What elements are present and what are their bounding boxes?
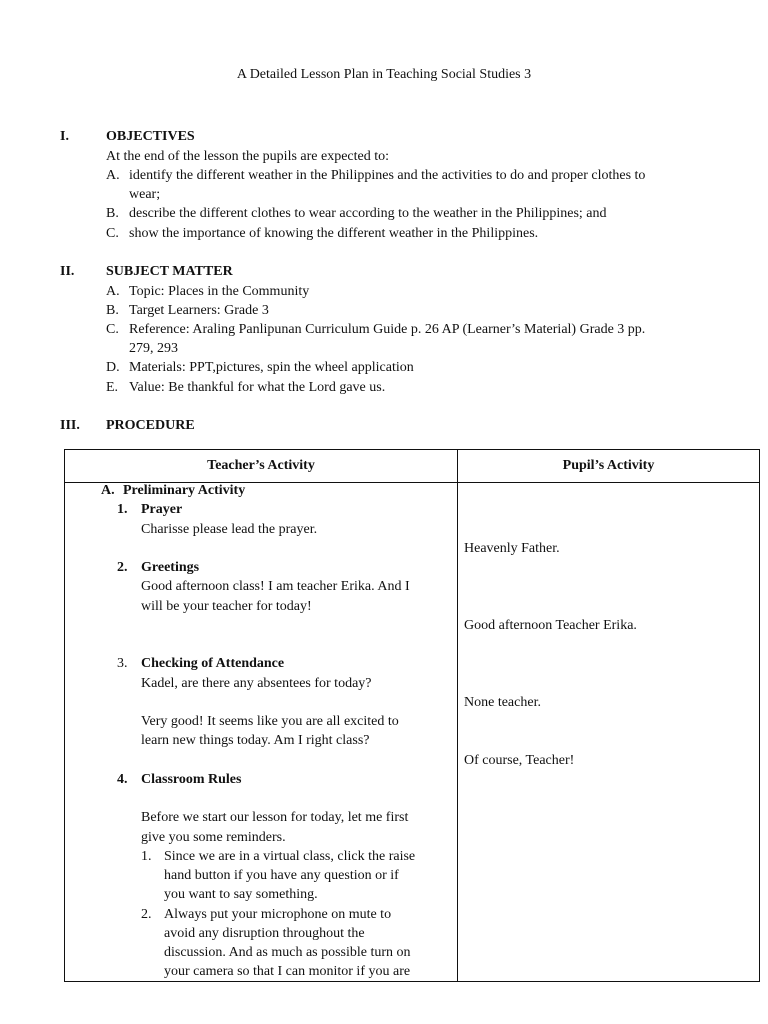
step-title-greetings: Greetings <box>141 560 200 575</box>
step-number-greetings: 2. <box>117 560 128 575</box>
objective-a-line2: wear; <box>129 187 161 202</box>
rule1-line2: hand button if you have any question or if <box>164 868 399 883</box>
rule-number-1: 1. <box>141 849 152 864</box>
preliminary-activity-heading: Preliminary Activity <box>123 483 246 498</box>
rule1-line3: you want to say something. <box>164 887 318 902</box>
pupil-excited-response: Of course, Teacher! <box>464 753 575 768</box>
step-title-attendance: Checking of Attendance <box>141 656 285 671</box>
objective-c: show the importance of knowing the different weather in the Philippines. <box>129 226 539 241</box>
subject-letter-e: E. <box>106 380 119 395</box>
teacher-attendance-line1: Kadel, are there any absentees for today? <box>141 676 372 691</box>
teacher-prayer-line: Charisse please lead the prayer. <box>141 522 318 537</box>
rules-intro-line2: give you some reminders. <box>141 830 286 845</box>
section-heading-procedure: PROCEDURE <box>106 418 195 433</box>
subject-letter-c: C. <box>106 322 119 337</box>
objective-b: describe the different clothes to wear according to the weather in the Philippines; and <box>129 206 607 221</box>
subject-topic: Topic: Places in the Community <box>129 284 310 299</box>
section-heading-objectives: OBJECTIVES <box>106 129 195 144</box>
pupil-attendance-response: None teacher. <box>464 695 541 710</box>
step-number-attendance: 3. <box>117 656 128 671</box>
subject-target-learners: Target Learners: Grade 3 <box>129 303 269 318</box>
pupil-activity-header: Pupil’s Activity <box>458 450 760 483</box>
rules-intro-line1: Before we start our lesson for today, let me first <box>141 810 409 825</box>
pupil-prayer-response: Heavenly Father. <box>464 541 560 556</box>
subject-reference-line2: 279, 293 <box>129 341 178 356</box>
section-number-procedure: III. <box>60 418 80 433</box>
section-heading-subject-matter: SUBJECT MATTER <box>106 264 233 279</box>
teacher-greeting-line2: will be your teacher for today! <box>141 599 312 614</box>
section-number-objectives: I. <box>60 129 69 144</box>
document-title: A Detailed Lesson Plan in Teaching Social Studies 3 <box>236 67 532 82</box>
pupil-greeting-response: Good afternoon Teacher Erika. <box>464 618 637 633</box>
rule2-line3: discussion. And as much as possible turn on <box>164 945 411 960</box>
step-title-prayer: Prayer <box>141 502 183 517</box>
objective-letter-c: C. <box>106 226 119 241</box>
teacher-activity-header: Teacher’s Activity <box>65 450 458 483</box>
teacher-greeting-line1: Good afternoon class! I am teacher Erika. And I <box>141 579 410 594</box>
subject-letter-d: D. <box>106 360 120 375</box>
subject-letter-a: A. <box>106 284 120 299</box>
rule2-line1: Always put your microphone on mute to <box>164 907 392 922</box>
rule-number-2: 2. <box>141 907 152 922</box>
subject-materials: Materials: PPT,pictures, spin the wheel application <box>129 360 414 375</box>
objective-letter-b: B. <box>106 206 119 221</box>
teacher-attendance-line3: learn new things today. Am I right class? <box>141 733 370 748</box>
preliminary-letter: A. <box>101 483 115 498</box>
step-number-prayer: 1. <box>117 502 128 517</box>
objective-a-line1: identify the different weather in the Philippines and the activities to do and proper clothes to <box>129 168 646 183</box>
rule2-line2: avoid any disruption throughout the <box>164 926 365 941</box>
subject-value: Value: Be thankful for what the Lord gave us. <box>129 380 386 395</box>
subject-letter-b: B. <box>106 303 119 318</box>
teacher-attendance-line2: Very good! It seems like you are all excited to <box>141 714 399 729</box>
rule2-line4: your camera so that I can monitor if you are <box>164 964 411 979</box>
subject-reference-line1: Reference: Araling Panlipunan Curriculum Guide p. 26 AP (Learner’s Material) Grade 3 pp. <box>129 322 646 337</box>
objective-letter-a: A. <box>106 168 120 183</box>
step-number-rules: 4. <box>117 772 128 787</box>
procedure-table-header-row <box>65 450 760 483</box>
step-title-rules: Classroom Rules <box>141 772 242 787</box>
rule1-line1: Since we are in a virtual class, click the raise <box>164 849 416 864</box>
objectives-intro: At the end of the lesson the pupils are expected to: <box>106 149 390 164</box>
section-number-subject-matter: II. <box>60 264 75 279</box>
